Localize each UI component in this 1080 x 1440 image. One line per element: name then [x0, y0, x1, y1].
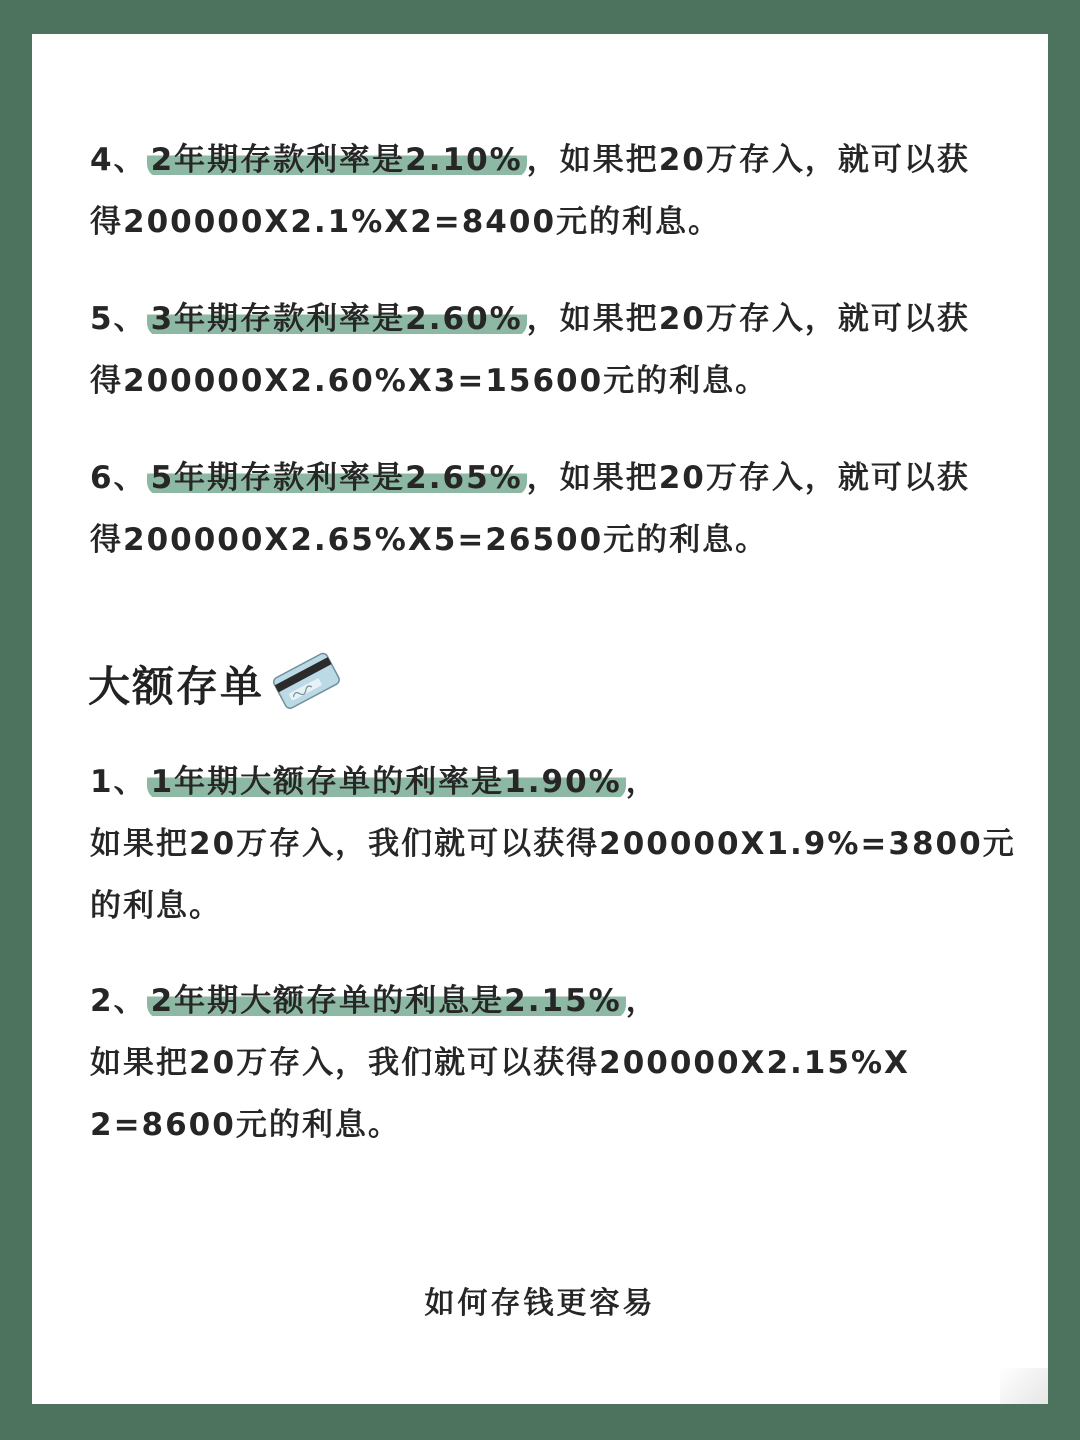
item5-line1 [90, 299, 970, 339]
page-curl-corner [1000, 1368, 1048, 1404]
cd-item2-line3: 2=8600元的利息。 [90, 1107, 401, 1143]
cd-item1-highlight: 1年期大额存单的利率是1.90% [147, 764, 626, 800]
item5-rest: ，如果把20万存入，就可以获 [526, 301, 970, 337]
cd-item2-line1 [90, 981, 659, 1021]
item4-line2: 得200000X2.1%X2=8400元的利息。 [90, 204, 722, 240]
cd-item1-line2: 如果把20万存入，我们就可以获得200000X1.9%=3800元 [90, 826, 1016, 862]
cd-item2-highlight: 2年期大额存单的利息是2.15% [147, 983, 626, 1019]
cd-item1-prefix: 1、 [90, 764, 147, 800]
credit-card-icon [270, 650, 342, 724]
cd-item1-line3: 的利息。 [90, 888, 222, 924]
item6-line2: 得200000X2.65%X5=26500元的利息。 [90, 522, 769, 558]
item5-prefix: 5、 [90, 301, 147, 337]
item4-prefix: 4、 [90, 142, 147, 178]
item4-rest: ，如果把20万存入，就可以获 [526, 142, 970, 178]
section-title: 大额存单 [88, 662, 265, 711]
item6-prefix: 6、 [90, 460, 147, 496]
item5-highlight: 3年期存款利率是2.60% [147, 301, 527, 337]
cd-item2-rest: ， [625, 983, 659, 1019]
cd-item2-prefix: 2、 [90, 983, 147, 1019]
cd-item1-line1 [90, 762, 659, 802]
item6-rest: ，如果把20万存入，就可以获 [526, 460, 970, 496]
section-heading [88, 650, 342, 724]
item6-highlight: 5年期存款利率是2.65% [147, 460, 527, 496]
cd-item2-line2: 如果把20万存入，我们就可以获得200000X2.15%X [90, 1045, 910, 1081]
item4-line1 [90, 140, 970, 180]
item5-line2: 得200000X2.60%X3=15600元的利息。 [90, 363, 769, 399]
footer-caption: 如何存钱更容易 [424, 1286, 656, 1321]
cd-item1-rest: ， [625, 764, 659, 800]
item4-highlight: 2年期存款利率是2.10% [147, 142, 527, 178]
item6-line1 [90, 458, 970, 498]
